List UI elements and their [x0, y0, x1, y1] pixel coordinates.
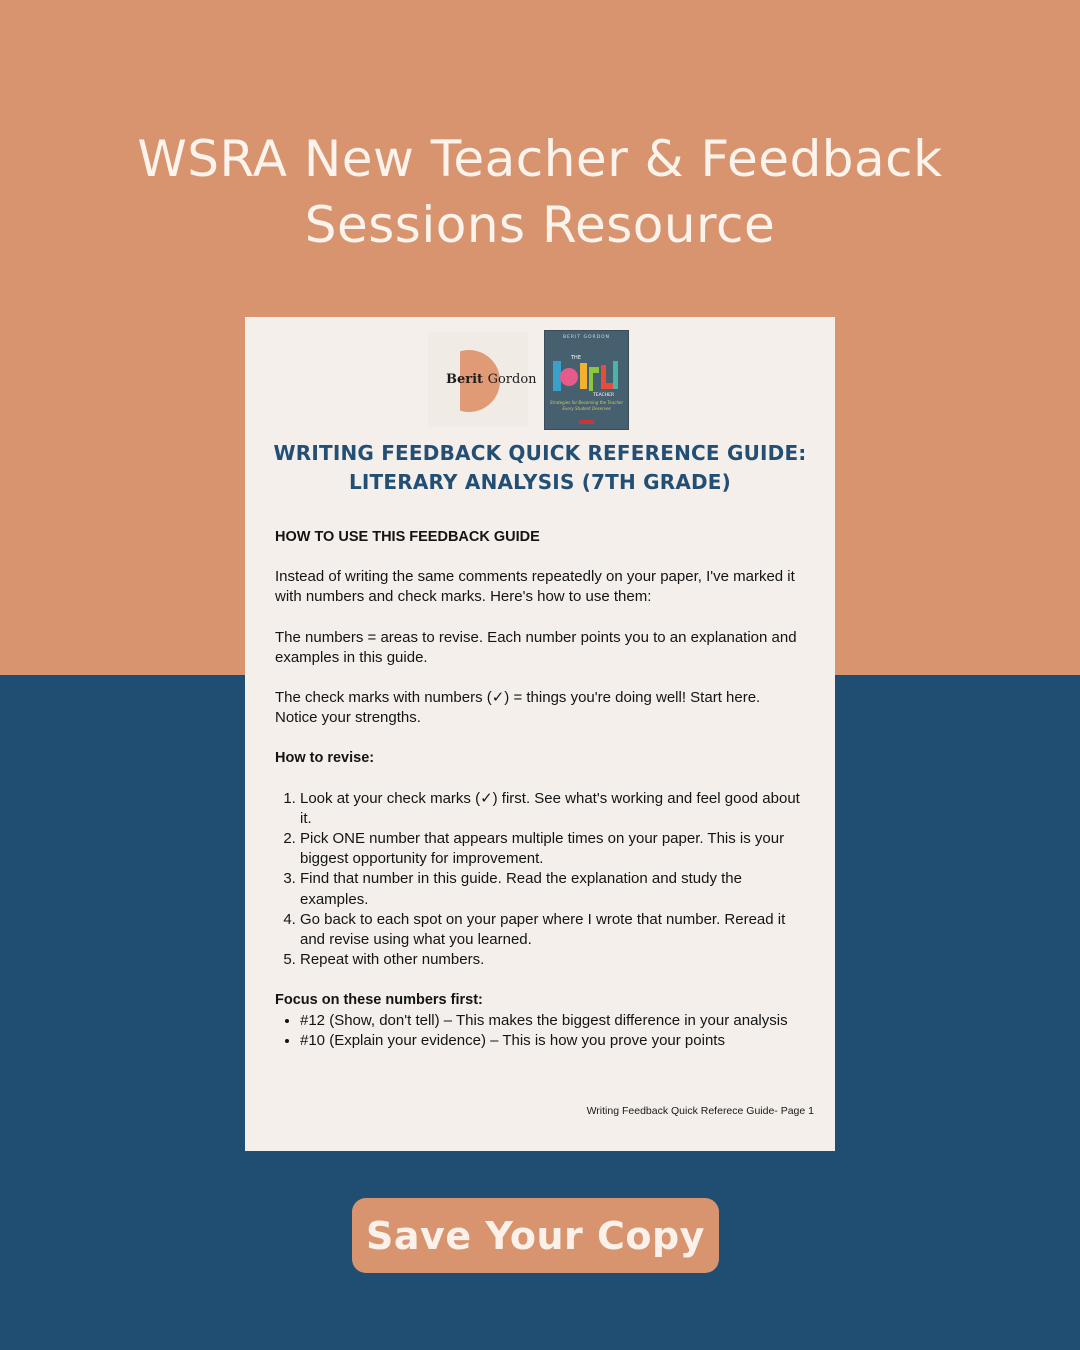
book-cover-image: [544, 330, 629, 430]
document-title-line-1: WRITING FEEDBACK QUICK REFERENCE GUIDE:: [273, 441, 807, 465]
list-item: 3. Find that number in this guide. Read the explanation and study the examples.: [300, 869, 805, 909]
document-title: [255, 439, 825, 497]
logo-text: [446, 372, 537, 387]
list-item: 2. Pick ONE number that appears multiple times on your paper. This is your biggest opportunity for improvement.: [300, 829, 805, 869]
list-item: 1. Look at your check marks (✓) first. See what's working and feel good about it.: [300, 789, 805, 829]
publisher-logo-icon: [579, 420, 594, 424]
book-title-teacher: TEACHER: [593, 393, 615, 397]
section-heading-how-to-use: HOW TO USE THIS FEEDBACK GUIDE: [275, 529, 540, 545]
list-item: 4. Go back to each spot on your paper where I wrote that number. Reread it and revise using what you learned.: [300, 910, 805, 950]
document-body: [275, 527, 805, 1051]
focus-heading: Focus on these numbers first:: [275, 992, 483, 1009]
revise-steps-list: [275, 789, 805, 971]
list-item: 5. Repeat with other numbers.: [300, 950, 805, 970]
save-your-copy-button[interactable]: Save Your Copy: [352, 1198, 719, 1273]
list-item: • #12 (Show, don't tell) – This makes the biggest difference in your analysis: [300, 1011, 805, 1031]
document-preview: [245, 317, 835, 1151]
book-title-the: THE: [571, 355, 581, 361]
numbers-paragraph: The numbers = areas to revise. Each number points you to an explanation and examples in this guide.: [275, 628, 797, 666]
logo-first-name: Berit: [446, 372, 484, 387]
revise-heading: How to revise:: [275, 750, 375, 767]
intro-paragraph: Instead of writing the same comments repeatedly on your paper, I've marked it with numbers and check marks. Here's how to use them:: [275, 568, 795, 606]
checks-paragraph: The check marks with numbers (✓) = things you're doing well! Start here. Notice your strengths.: [275, 689, 761, 727]
document-footer: Writing Feedback Quick Referece Guide- Page 1: [586, 1105, 814, 1117]
list-item: • #10 (Explain your evidence) – This is how you prove your points: [300, 1031, 805, 1051]
book-subtitle: Strategies for Becoming the Teacher Every Student Deserves: [549, 400, 624, 411]
logo-last-name: Gordon: [487, 372, 537, 387]
document-title-line-2: LITERARY ANALYSIS (7TH GRADE): [348, 470, 732, 494]
page-headline: [60, 126, 1020, 258]
headline-line-1: WSRA New Teacher & Feedback: [137, 130, 943, 188]
book-author: BERIT GORDON: [562, 335, 611, 340]
focus-list: [275, 1011, 805, 1051]
berit-gordon-logo: [428, 332, 537, 427]
headline-line-2: Sessions Resource: [304, 196, 776, 254]
book-title-art: [553, 353, 621, 397]
